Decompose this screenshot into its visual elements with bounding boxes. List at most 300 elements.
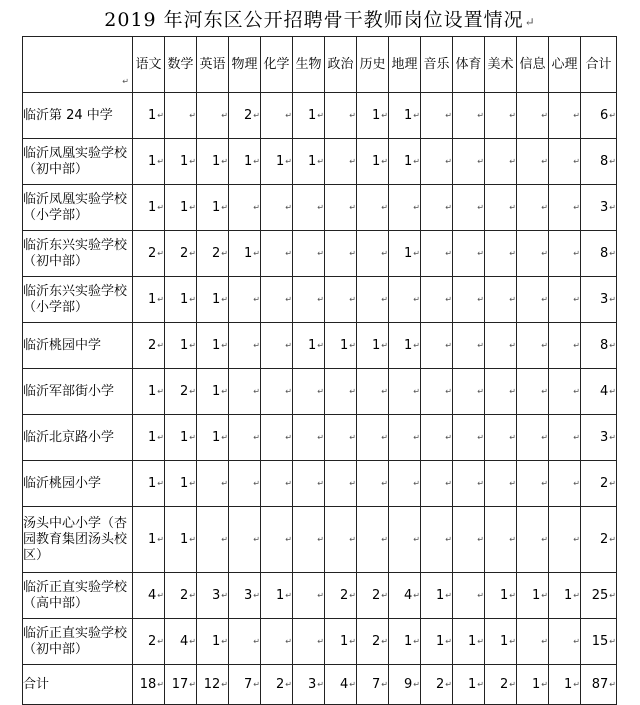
count-value: 3 — [212, 587, 221, 603]
cell-end-mark-icon: ↵ — [317, 294, 324, 304]
count-value: 2 — [148, 245, 157, 261]
count-cell — [453, 665, 485, 705]
count-value: 18 — [139, 676, 157, 692]
cell-end-mark-icon: ↵ — [189, 478, 196, 488]
count-value: 1 — [148, 291, 157, 307]
count-value: 15 — [591, 633, 609, 649]
count-value: 1 — [564, 587, 573, 603]
cell-end-mark-icon: ↵ — [477, 478, 484, 488]
count-cell — [229, 323, 261, 369]
school-name-cell — [23, 93, 133, 139]
cell-end-mark-icon: ↵ — [413, 679, 420, 689]
count-value: 2 — [372, 587, 381, 603]
count-cell — [325, 507, 357, 573]
count-value: 8 — [600, 245, 609, 261]
cell-end-mark-icon: ↵ — [541, 340, 548, 350]
count-cell — [165, 369, 197, 415]
count-value: 1 — [404, 107, 413, 123]
cell-end-mark-icon: ↵ — [573, 248, 580, 258]
count-cell — [293, 139, 325, 185]
count-cell — [133, 277, 165, 323]
count-cell — [293, 665, 325, 705]
cell-end-mark-icon: ↵ — [381, 294, 388, 304]
title-text: 2019 年河东区公开招聘骨干教师岗位设置情况 — [104, 9, 524, 31]
count-cell — [357, 93, 389, 139]
count-value: 3 — [308, 676, 317, 692]
count-cell — [421, 573, 453, 619]
cell-end-mark-icon: ↵ — [609, 636, 616, 646]
count-cell — [581, 93, 617, 139]
count-value: 25 — [591, 587, 609, 603]
count-cell — [517, 507, 549, 573]
cell-end-mark-icon: ↵ — [285, 340, 292, 350]
cell-end-mark-icon: ↵ — [317, 386, 324, 396]
count-cell — [165, 139, 197, 185]
count-value: 1 — [532, 587, 541, 603]
count-cell — [229, 573, 261, 619]
count-cell — [293, 93, 325, 139]
count-value: 8 — [600, 153, 609, 169]
cell-end-mark-icon: ↵ — [477, 534, 484, 544]
count-cell — [325, 277, 357, 323]
count-value: 2 — [244, 107, 253, 123]
school-name-cell — [23, 415, 133, 461]
count-cell — [165, 573, 197, 619]
table-row — [23, 185, 617, 231]
count-cell — [485, 507, 517, 573]
school-name: 临沂东兴实验学校（小学部） — [23, 283, 128, 315]
cell-end-mark-icon: ↵ — [573, 590, 580, 600]
count-cell — [389, 461, 421, 507]
count-cell — [389, 139, 421, 185]
cell-end-mark-icon: ↵ — [381, 534, 388, 544]
paragraph-mark-icon: ↵ — [524, 15, 536, 29]
cell-end-mark-icon: ↵ — [477, 386, 484, 396]
subject-label: 美术 — [487, 56, 514, 72]
cell-end-mark-icon: ↵ — [221, 248, 228, 258]
cell-end-mark-icon: ↵ — [477, 156, 484, 166]
count-value: 2 — [600, 531, 609, 547]
subject-label: 生物 — [295, 56, 322, 72]
count-cell — [325, 231, 357, 277]
cell-end-mark-icon: ↵ — [477, 432, 484, 442]
count-cell — [197, 323, 229, 369]
count-cell — [485, 619, 517, 665]
count-cell — [485, 461, 517, 507]
subject-label: 心理 — [551, 56, 578, 72]
school-name: 合计 — [23, 676, 50, 692]
cell-end-mark-icon: ↵ — [541, 110, 548, 120]
count-cell — [293, 231, 325, 277]
count-cell — [261, 277, 293, 323]
count-cell — [549, 665, 581, 705]
position-table — [22, 36, 617, 705]
count-cell — [485, 369, 517, 415]
count-cell — [293, 277, 325, 323]
count-value: 1 — [404, 337, 413, 353]
cell-end-mark-icon: ↵ — [381, 590, 388, 600]
count-cell — [517, 323, 549, 369]
count-cell — [133, 461, 165, 507]
cell-end-mark-icon: ↵ — [285, 386, 292, 396]
table-row — [23, 323, 617, 369]
count-value: 6 — [600, 107, 609, 123]
cell-end-mark-icon: ↵ — [349, 294, 356, 304]
cell-end-mark-icon: ↵ — [349, 156, 356, 166]
count-cell — [197, 185, 229, 231]
cell-end-mark-icon: ↵ — [509, 340, 516, 350]
cell-end-mark-icon: ↵ — [317, 110, 324, 120]
count-value: 3 — [600, 429, 609, 445]
count-cell — [293, 185, 325, 231]
count-cell — [581, 415, 617, 461]
count-value: 1 — [212, 291, 221, 307]
count-cell — [549, 277, 581, 323]
cell-end-mark-icon: ↵ — [317, 340, 324, 350]
count-cell — [517, 139, 549, 185]
count-value: 1 — [212, 337, 221, 353]
count-value: 1 — [564, 676, 573, 692]
cell-end-mark-icon: ↵ — [381, 340, 388, 350]
count-cell — [133, 231, 165, 277]
count-value: 1 — [308, 153, 317, 169]
cell-end-mark-icon: ↵ — [189, 590, 196, 600]
cell-end-mark-icon: ↵ — [413, 636, 420, 646]
cell-end-mark-icon: ↵ — [445, 294, 452, 304]
school-name-cell — [23, 231, 133, 277]
count-cell — [229, 277, 261, 323]
count-cell — [581, 461, 617, 507]
cell-end-mark-icon: ↵ — [413, 386, 420, 396]
cell-end-mark-icon: ↵ — [573, 202, 580, 212]
cell-end-mark-icon: ↵ — [349, 590, 356, 600]
cell-end-mark-icon: ↵ — [253, 534, 260, 544]
cell-end-mark-icon: ↵ — [541, 248, 548, 258]
count-cell — [389, 323, 421, 369]
cell-end-mark-icon: ↵ — [609, 590, 616, 600]
cell-end-mark-icon: ↵ — [445, 478, 452, 488]
cell-end-mark-icon: ↵ — [509, 432, 516, 442]
cell-end-mark-icon: ↵ — [541, 156, 548, 166]
count-value: 1 — [180, 153, 189, 169]
cell-end-mark-icon: ↵ — [381, 432, 388, 442]
cell-end-mark-icon: ↵ — [285, 679, 292, 689]
count-cell — [197, 461, 229, 507]
cell-end-mark-icon: ↵ — [317, 202, 324, 212]
count-cell — [485, 415, 517, 461]
school-name: 临沂东兴实验学校（初中部） — [23, 237, 128, 269]
cell-end-mark-icon: ↵ — [253, 248, 260, 258]
cell-end-mark-icon: ↵ — [253, 636, 260, 646]
header-corner-cell — [23, 37, 133, 93]
count-cell — [453, 231, 485, 277]
cell-end-mark-icon: ↵ — [253, 679, 260, 689]
count-cell — [549, 507, 581, 573]
cell-end-mark-icon: ↵ — [189, 248, 196, 258]
count-cell — [485, 93, 517, 139]
cell-end-mark-icon: ↵ — [445, 110, 452, 120]
cell-end-mark-icon: ↵ — [317, 478, 324, 488]
cell-end-mark-icon: ↵ — [413, 478, 420, 488]
subject-label: 合计 — [585, 56, 612, 72]
count-cell — [485, 277, 517, 323]
count-cell — [293, 507, 325, 573]
count-cell — [453, 93, 485, 139]
count-value: 1 — [180, 475, 189, 491]
cell-end-mark-icon: ↵ — [573, 432, 580, 442]
count-cell — [165, 461, 197, 507]
count-value: 1 — [212, 429, 221, 445]
cell-end-mark-icon: ↵ — [509, 386, 516, 396]
cell-end-mark-icon: ↵ — [445, 248, 452, 258]
count-cell — [229, 665, 261, 705]
count-cell — [517, 231, 549, 277]
count-cell — [165, 185, 197, 231]
count-cell — [197, 231, 229, 277]
count-cell — [197, 619, 229, 665]
count-cell — [453, 323, 485, 369]
cell-end-mark-icon: ↵ — [445, 156, 452, 166]
count-value: 2 — [148, 633, 157, 649]
count-cell — [453, 185, 485, 231]
subject-label: 物理 — [231, 56, 258, 72]
cell-end-mark-icon: ↵ — [349, 636, 356, 646]
table-row — [23, 369, 617, 415]
count-cell — [133, 415, 165, 461]
subject-label: 数学 — [167, 56, 194, 72]
cell-end-mark-icon: ↵ — [349, 110, 356, 120]
school-name-cell — [23, 573, 133, 619]
count-cell — [453, 369, 485, 415]
count-cell — [229, 619, 261, 665]
cell-end-mark-icon: ↵ — [509, 636, 516, 646]
subject-label: 政治 — [327, 56, 354, 72]
subject-label: 历史 — [359, 56, 386, 72]
cell-end-mark-icon: ↵ — [221, 679, 228, 689]
count-cell — [581, 231, 617, 277]
count-cell — [549, 185, 581, 231]
subject-header — [517, 37, 549, 93]
count-value: 1 — [372, 153, 381, 169]
cell-end-mark-icon: ↵ — [189, 202, 196, 212]
cell-end-mark-icon: ↵ — [381, 679, 388, 689]
cell-end-mark-icon: ↵ — [221, 386, 228, 396]
count-value: 1 — [372, 107, 381, 123]
count-cell — [261, 323, 293, 369]
cell-end-mark-icon: ↵ — [285, 294, 292, 304]
cell-end-mark-icon: ↵ — [413, 534, 420, 544]
school-name-cell — [23, 323, 133, 369]
count-cell — [549, 323, 581, 369]
cell-end-mark-icon: ↵ — [221, 110, 228, 120]
subject-header — [453, 37, 485, 93]
count-value: 1 — [180, 291, 189, 307]
count-cell — [389, 619, 421, 665]
count-cell — [581, 185, 617, 231]
count-cell — [581, 139, 617, 185]
cell-end-mark-icon: ↵ — [509, 534, 516, 544]
count-value: 7 — [372, 676, 381, 692]
count-cell — [517, 415, 549, 461]
count-cell — [581, 665, 617, 705]
count-cell — [549, 619, 581, 665]
count-value: 1 — [436, 633, 445, 649]
cell-end-mark-icon: ↵ — [221, 534, 228, 544]
count-cell — [581, 573, 617, 619]
count-cell — [421, 461, 453, 507]
count-cell — [293, 619, 325, 665]
table-row — [23, 231, 617, 277]
count-cell — [389, 573, 421, 619]
count-cell — [453, 461, 485, 507]
count-cell — [229, 461, 261, 507]
count-value: 4 — [148, 587, 157, 603]
count-value: 1 — [180, 199, 189, 215]
cell-end-mark-icon: ↵ — [541, 294, 548, 304]
table-row — [23, 507, 617, 573]
count-cell — [517, 369, 549, 415]
cell-end-mark-icon: ↵ — [541, 432, 548, 442]
count-cell — [293, 323, 325, 369]
cell-end-mark-icon: ↵ — [609, 156, 616, 166]
count-cell — [517, 665, 549, 705]
cell-end-mark-icon: ↵ — [253, 202, 260, 212]
cell-end-mark-icon: ↵ — [317, 432, 324, 442]
school-name-cell — [23, 277, 133, 323]
cell-end-mark-icon: ↵ — [609, 340, 616, 350]
count-cell — [165, 323, 197, 369]
cell-end-mark-icon: ↵ — [157, 534, 164, 544]
count-cell — [549, 415, 581, 461]
cell-end-mark-icon: ↵ — [413, 590, 420, 600]
school-name-cell — [23, 507, 133, 573]
count-cell — [485, 573, 517, 619]
count-cell — [133, 323, 165, 369]
cell-end-mark-icon: ↵ — [413, 248, 420, 258]
cell-end-mark-icon: ↵ — [122, 77, 129, 86]
count-cell — [357, 415, 389, 461]
cell-end-mark-icon: ↵ — [381, 202, 388, 212]
count-value: 1 — [276, 587, 285, 603]
cell-end-mark-icon: ↵ — [573, 340, 580, 350]
cell-end-mark-icon: ↵ — [381, 636, 388, 646]
count-value: 1 — [180, 337, 189, 353]
count-value: 1 — [340, 337, 349, 353]
cell-end-mark-icon: ↵ — [349, 340, 356, 350]
subject-label: 化学 — [263, 56, 290, 72]
count-cell — [549, 369, 581, 415]
subject-header — [133, 37, 165, 93]
count-value: 2 — [180, 383, 189, 399]
cell-end-mark-icon: ↵ — [573, 534, 580, 544]
count-value: 2 — [180, 587, 189, 603]
count-value: 1 — [212, 153, 221, 169]
cell-end-mark-icon: ↵ — [573, 679, 580, 689]
count-cell — [197, 277, 229, 323]
cell-end-mark-icon: ↵ — [509, 590, 516, 600]
count-cell — [261, 619, 293, 665]
count-cell — [453, 277, 485, 323]
subject-header — [261, 37, 293, 93]
count-cell — [197, 369, 229, 415]
count-cell — [357, 665, 389, 705]
page-title — [0, 6, 640, 34]
cell-end-mark-icon: ↵ — [381, 478, 388, 488]
cell-end-mark-icon: ↵ — [413, 202, 420, 212]
cell-end-mark-icon: ↵ — [285, 636, 292, 646]
cell-end-mark-icon: ↵ — [221, 340, 228, 350]
table-row — [23, 461, 617, 507]
school-name: 临沂凤凰实验学校（初中部） — [23, 145, 128, 177]
count-cell — [197, 665, 229, 705]
count-value: 3 — [600, 291, 609, 307]
count-cell — [421, 277, 453, 323]
count-cell — [357, 573, 389, 619]
count-cell — [517, 573, 549, 619]
count-cell — [325, 619, 357, 665]
count-cell — [325, 461, 357, 507]
cell-end-mark-icon: ↵ — [317, 156, 324, 166]
count-value: 1 — [148, 429, 157, 445]
count-cell — [581, 369, 617, 415]
cell-end-mark-icon: ↵ — [189, 636, 196, 646]
count-cell — [229, 369, 261, 415]
cell-end-mark-icon: ↵ — [157, 110, 164, 120]
cell-end-mark-icon: ↵ — [253, 590, 260, 600]
cell-end-mark-icon: ↵ — [349, 202, 356, 212]
count-cell — [165, 619, 197, 665]
cell-end-mark-icon: ↵ — [477, 202, 484, 212]
count-cell — [293, 369, 325, 415]
count-cell — [549, 93, 581, 139]
cell-end-mark-icon: ↵ — [157, 679, 164, 689]
school-name: 临沂正直实验学校（高中部） — [23, 579, 128, 611]
count-cell — [261, 139, 293, 185]
subject-header — [389, 37, 421, 93]
cell-end-mark-icon: ↵ — [413, 110, 420, 120]
count-cell — [389, 231, 421, 277]
cell-end-mark-icon: ↵ — [349, 386, 356, 396]
subject-header — [549, 37, 581, 93]
cell-end-mark-icon: ↵ — [253, 478, 260, 488]
count-value: 4 — [404, 587, 413, 603]
cell-end-mark-icon: ↵ — [349, 534, 356, 544]
school-name: 临沂第 24 中学 — [23, 107, 113, 123]
cell-end-mark-icon: ↵ — [285, 156, 292, 166]
table-row — [23, 619, 617, 665]
cell-end-mark-icon: ↵ — [381, 110, 388, 120]
school-name-cell — [23, 139, 133, 185]
subject-header — [357, 37, 389, 93]
count-cell — [421, 93, 453, 139]
cell-end-mark-icon: ↵ — [609, 110, 616, 120]
cell-end-mark-icon: ↵ — [573, 636, 580, 646]
count-cell — [229, 139, 261, 185]
count-value: 4 — [600, 383, 609, 399]
cell-end-mark-icon: ↵ — [445, 534, 452, 544]
count-cell — [293, 573, 325, 619]
school-name: 临沂桃园小学 — [23, 475, 102, 491]
subject-label: 音乐 — [423, 56, 450, 72]
count-value: 7 — [244, 676, 253, 692]
cell-end-mark-icon: ↵ — [317, 534, 324, 544]
cell-end-mark-icon: ↵ — [541, 202, 548, 212]
cell-end-mark-icon: ↵ — [349, 432, 356, 442]
cell-end-mark-icon: ↵ — [609, 432, 616, 442]
count-cell — [197, 93, 229, 139]
count-value: 2 — [340, 587, 349, 603]
count-value: 1 — [148, 475, 157, 491]
